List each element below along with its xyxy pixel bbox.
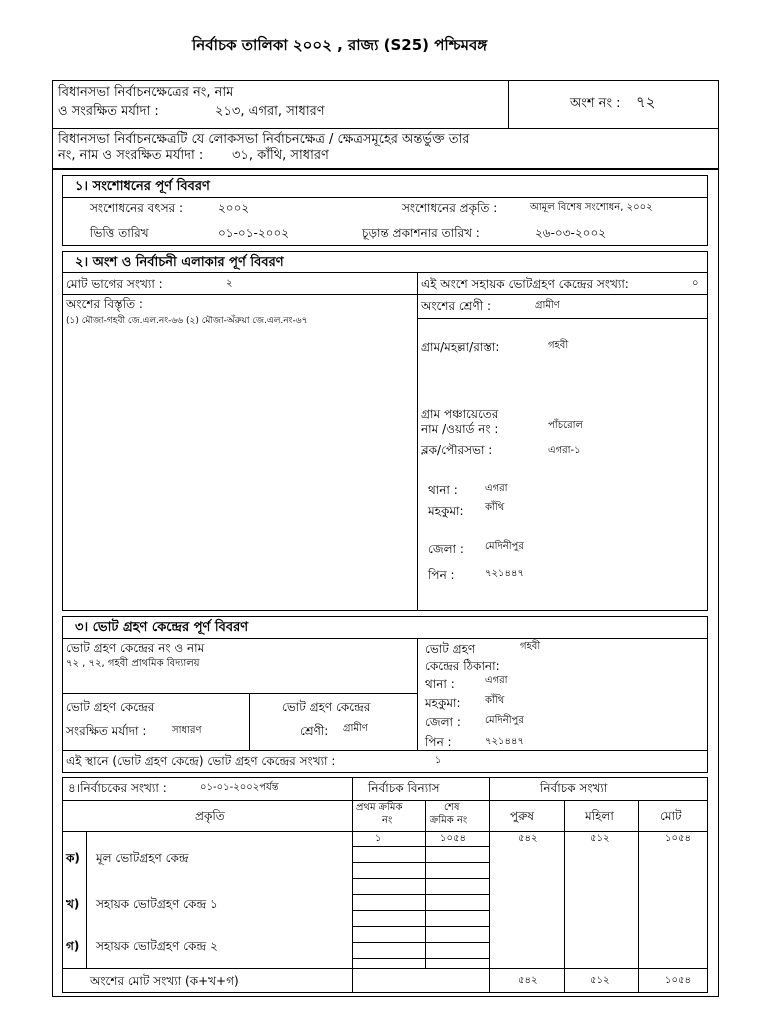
block-value: এগরা-১ [548,445,581,456]
category-value: গ্রামীণ [535,300,560,311]
s3-pin-label: পিন : [425,735,452,749]
layout-label: নির্বাচক বিন্যাস [368,781,440,795]
row-label: সহায়ক ভোটগ্রহণ কেন্দ্র ১ [96,897,218,911]
gp-value: পাঁচরোল [548,420,583,431]
address-label-2: কেন্দ্রের ঠিকানা: [425,659,500,673]
row-total: ১০৫৪ [665,833,691,844]
part-value: ৭২ [636,93,656,111]
row-mark: খ) [66,897,80,911]
reserved-label-1: ভোট গ্রহণ কেন্দ্রের [66,700,155,714]
s3-district-label: জেলা : [425,715,461,729]
section2-box [62,251,708,611]
col-last-2: ক্রমিক নং [430,815,468,826]
col-nature: প্রকৃতি [195,809,225,823]
sections-label: মোট ভাগের সংখ্যা : [66,277,163,291]
rev-type-value: আমূল বিশেষ সংশোধন, ২০০২ [530,202,653,213]
rev-year-value: ২০০২ [218,201,250,215]
extent-label: অংশের বিস্তৃতি : [66,297,143,311]
count-label: নির্বাচক সংখ্যা [540,781,608,795]
col-female: মহিলা [585,809,614,823]
section2-title: ২। অংশ ও নির্বাচনী এলাকার পূর্ণ বিবরণ [75,255,284,270]
reserved-label-2: সংরক্ষিত মর্যাদা : [66,724,147,738]
address-label-1: ভোট গ্রহণ [425,642,476,656]
district-label: জেলা : [428,542,464,556]
section1-title: ১। সংশোধনের পূর্ণ বিবরণ [75,179,210,194]
ac-label-2: ও সংরক্ষিত মর্যাদা : [58,104,159,119]
rev-year-label: সংশোধনের বৎসর : [90,201,184,215]
total-female: ৫১২ [590,975,610,986]
pub-date-label: চূড়ান্ত প্রকাশনার তারিখ : [362,226,480,240]
thana-value: এগরা [485,675,508,686]
s3-district-value: মেদিনীপুর [485,715,524,726]
ps-no-name-value: ৭২ , ৭২, গহবী প্রাথমিক বিদ্যালয় [66,658,200,669]
s3-subdiv-value: কাঁথি [485,695,505,706]
row-label: মূল ভোটগ্রহণ কেন্দ্র [96,851,189,865]
page-title: নির্বাচক তালিকা ২০০২ , রাজ্য (S25) পশ্চিমবঙ্গ [192,36,488,54]
aux-label: এই অংশে সহায়ক ভোটগ্রহণ কেন্দ্রের সংখ্যা: [421,277,629,291]
total-male: ৫৪২ [518,975,538,986]
gp-label-1: গ্রাম পঞ্চায়েতের [421,407,499,421]
block-label: ব্লক/পৌরসভা : [421,443,493,457]
total-label: অংশের মোট সংখ্যা (ক+খ+গ) [90,974,239,988]
pin-label: পিন : [428,568,455,582]
row-last: ১০৫৪ [440,833,466,844]
electors-label: ৪।নির্বাচকের সংখ্যা : [68,781,167,795]
ac-value: ২১৩, এগরা, সাধারণ [215,104,325,119]
s3-subdiv-label: মহকুমা: [425,696,461,710]
row-label: সহায়ক ভোটগ্রহণ কেন্দ্র ২ [96,939,218,953]
type-label-2: শ্রেণী: [300,724,329,738]
ps-no-name-label: ভোট গ্রহণ কেন্দ্রের নং ও নাম [66,641,205,655]
type-value: গ্রামীণ [343,723,368,734]
part-label: অংশ নং : [570,96,621,111]
row-mark: গ) [66,939,80,953]
ac-label-1: বিধানসভা নির্বাচনক্ষেত্রের নং, নাম [58,85,234,100]
row-mark: ক) [66,851,80,865]
col-male: পুরুষ [510,809,534,823]
s3-pin-value: ৭২১৪৪৭ [485,736,524,747]
village-value: গহবী [548,340,569,351]
base-date-label: ভিত্তি তারিখ [90,226,149,240]
row-male: ৫৪২ [518,833,538,844]
reserved-value: সাধারণ [172,725,202,736]
electors-date: ০১-০১-২০০২পর্যন্ত [200,782,279,793]
village-label: গ্রাম/মহল্লা/রাস্তা: [421,340,500,354]
ps-label: থানা : [428,483,458,497]
category-label: অংশের শ্রেণী : [421,299,492,313]
col-total: মোট [660,809,682,823]
address-value: গহবী [520,641,541,652]
col-first-1: প্রথম ক্রমিক [356,802,403,813]
pub-date-value: ২৬-০৩-২০০২ [535,226,607,240]
pc-label-2: নং, নাম ও সংরক্ষিত মর্যাদা : [58,148,204,163]
subdiv-label: মহকুমা: [428,504,464,518]
col-first-2: নং [382,815,393,826]
ps-count-value: ১ [435,755,442,766]
extent-value: (১) মৌজা-গহবী জে.এল.নং-৬৬ (২) মৌজা-অঁরুয়া জে.এল.নং-৬৭ [66,316,308,326]
pc-label-1: বিধানসভা নির্বাচনক্ষেত্রটি যে লোকসভা নির্বাচনক্ষেত্র / ক্ষেত্রসমূহের অন্তর্ভুক্ত তার [58,132,470,147]
row-female: ৫১২ [590,833,610,844]
rev-type-label: সংশোধনের প্রকৃতি : [402,201,498,215]
type-label-1: ভোট গ্রহণ কেন্দ্রের [282,700,371,714]
row-first: ১ [375,833,382,844]
aux-value: ০ [692,278,699,289]
ps-value: এগরা [485,483,508,494]
subdiv-value: কাঁথি [485,502,505,513]
total-total: ১০৫৪ [665,975,691,986]
sections-value: ২ [226,278,233,289]
district-value: মেদিনীপুর [485,541,524,552]
col-last-1: শেষ [444,802,460,813]
base-date-value: ০১-০১-২০০২ [218,226,290,240]
section3-title: ৩। ভোট গ্রহণ কেন্দ্রের পূর্ণ বিবরণ [75,620,249,635]
pc-value: ৩১, কাঁথি, সাধারণ [232,148,329,163]
thana-label: থানা : [425,677,455,691]
pin-value: ৭২১৪৪৭ [485,568,524,579]
ps-count-label: এই স্থানে (ভোট গ্রহণ কেন্দ্রে) ভোট গ্রহণ কেন্দ্রের সংখ্যা : [66,754,336,768]
gp-label-2: নাম /ওয়ার্ড নং : [421,422,499,436]
